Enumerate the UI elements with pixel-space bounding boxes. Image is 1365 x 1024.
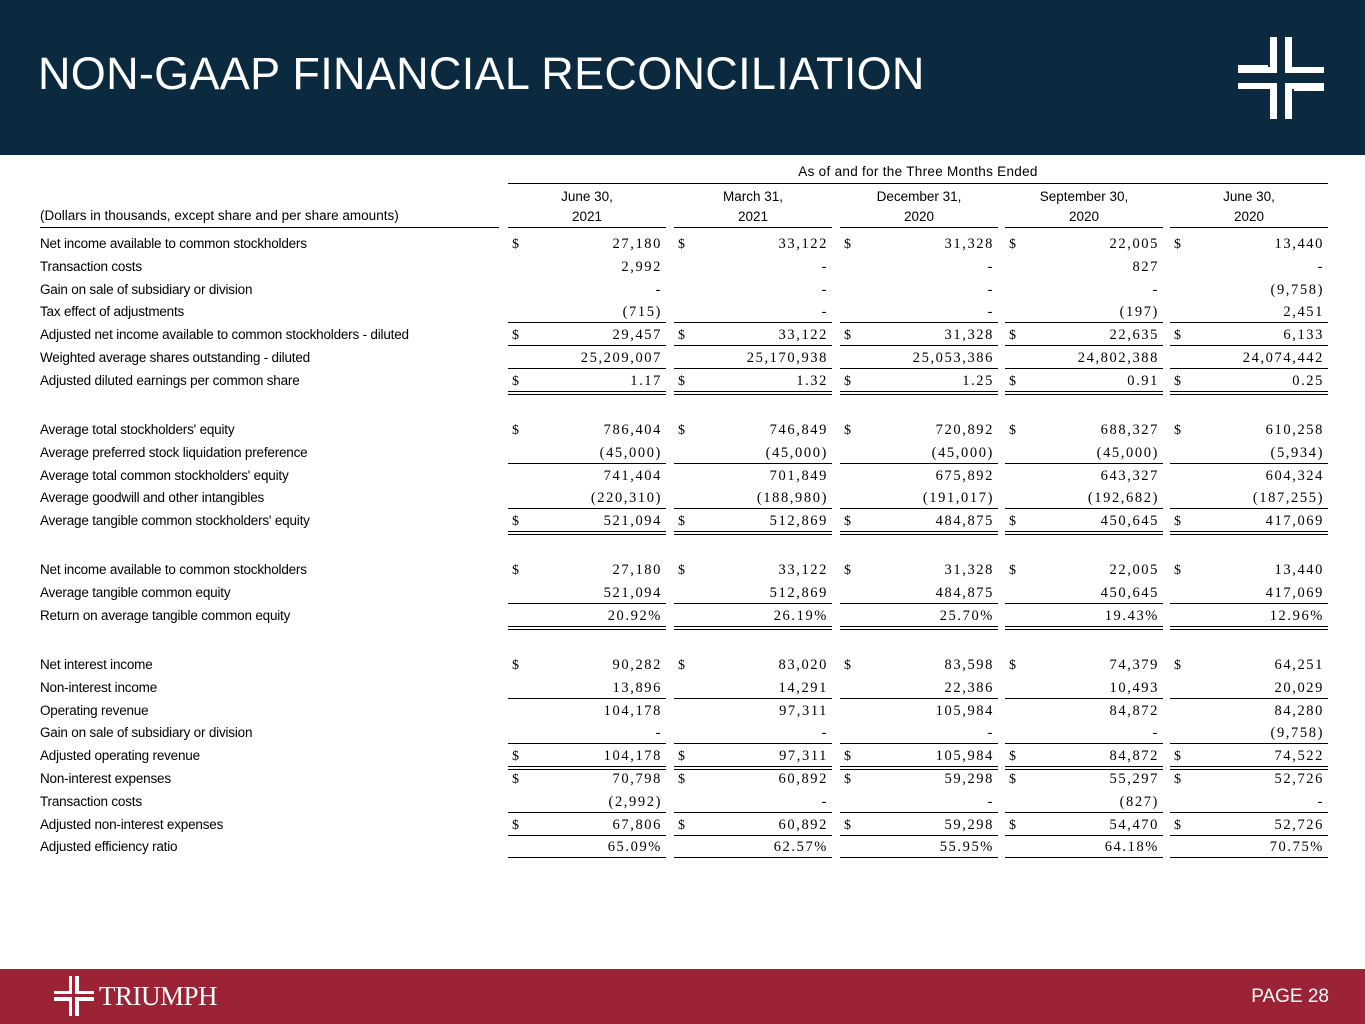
total-double-rule bbox=[840, 626, 998, 630]
dollar-sign: $ bbox=[844, 328, 851, 344]
cell-value: - bbox=[987, 793, 994, 810]
cell-value: 104,178 bbox=[603, 748, 662, 765]
subtotal-rule bbox=[1005, 857, 1163, 858]
table-row bbox=[0, 654, 1365, 677]
period-header-rule bbox=[508, 183, 1328, 184]
cell-value: 54,470 bbox=[1109, 816, 1159, 833]
column-header bbox=[1167, 187, 1331, 227]
column-header-rule bbox=[508, 227, 666, 228]
cell-value: 25,170,938 bbox=[746, 350, 828, 366]
dollar-sign: $ bbox=[678, 373, 685, 389]
table-row bbox=[0, 814, 1365, 837]
cell-value: 610,258 bbox=[1265, 422, 1324, 438]
table-row bbox=[0, 370, 1365, 393]
subtotal-rule bbox=[1170, 857, 1328, 858]
cell-value: 521,094 bbox=[603, 513, 662, 530]
cell-value: 0.25 bbox=[1292, 372, 1324, 389]
total-double-rule bbox=[508, 531, 666, 535]
cell-value: - bbox=[821, 725, 828, 742]
dollar-sign: $ bbox=[678, 749, 685, 765]
column-header-rule bbox=[674, 227, 832, 228]
cell-value: - bbox=[821, 281, 828, 298]
table-row bbox=[0, 768, 1365, 791]
row-label: Average total common stockholders' equity bbox=[40, 467, 289, 483]
cell-value: (9,758) bbox=[1270, 281, 1324, 298]
cell-value: 450,645 bbox=[1100, 584, 1159, 601]
table-row bbox=[0, 301, 1365, 324]
cell-value: 24,802,388 bbox=[1077, 350, 1159, 366]
dollar-sign: $ bbox=[512, 658, 519, 673]
cell-value: 2,451 bbox=[1283, 304, 1324, 321]
total-double-rule bbox=[1005, 391, 1163, 395]
dollar-sign: $ bbox=[1174, 373, 1181, 389]
cell-value: (2,992) bbox=[608, 793, 662, 810]
dollar-sign: $ bbox=[1009, 658, 1016, 673]
cell-value: 65.09% bbox=[607, 839, 662, 856]
cell-value: 1.25 bbox=[962, 372, 994, 389]
dollar-sign: $ bbox=[512, 563, 519, 578]
row-label: Transaction costs bbox=[40, 258, 142, 274]
cell-value: - bbox=[1317, 793, 1324, 810]
cell-value: 64.18% bbox=[1104, 839, 1159, 856]
cell-value: 74,379 bbox=[1109, 657, 1159, 673]
cell-value: 33,122 bbox=[778, 236, 828, 252]
table-row bbox=[0, 559, 1365, 582]
cell-value: 84,872 bbox=[1109, 748, 1159, 765]
cell-value: 741,404 bbox=[603, 467, 662, 484]
cell-value: (191,017) bbox=[922, 490, 994, 507]
dollar-sign: $ bbox=[512, 514, 519, 530]
row-label: Adjusted diluted earnings per common share bbox=[40, 372, 300, 388]
dollar-sign: $ bbox=[512, 817, 519, 833]
table-row bbox=[0, 510, 1365, 533]
dollar-sign: $ bbox=[1009, 817, 1016, 833]
cell-value: - bbox=[655, 281, 662, 298]
triumph-cross-logo-icon bbox=[1238, 37, 1324, 119]
cell-value: - bbox=[655, 725, 662, 742]
units-label: (Dollars in thousands, except share and per share amounts) bbox=[40, 208, 399, 223]
dollar-sign: $ bbox=[512, 328, 519, 344]
cell-value: 84,280 bbox=[1274, 702, 1324, 719]
cell-value: - bbox=[987, 725, 994, 742]
footer-brand: TRIUMPH bbox=[99, 981, 218, 1011]
table-row bbox=[0, 791, 1365, 814]
cell-value: 64,251 bbox=[1274, 657, 1324, 673]
cell-value: (5,934) bbox=[1270, 444, 1324, 461]
total-double-rule bbox=[674, 391, 832, 395]
table-row bbox=[0, 256, 1365, 279]
slide-footer bbox=[0, 969, 1365, 1024]
cell-value: 512,869 bbox=[769, 513, 828, 530]
row-label: Operating revenue bbox=[40, 702, 149, 718]
cell-value: 1.17 bbox=[630, 372, 662, 389]
row-label: Net income available to common stockholders bbox=[40, 562, 307, 577]
dollar-sign: $ bbox=[1009, 373, 1016, 389]
cell-value: 97,311 bbox=[779, 702, 828, 719]
cell-value: (187,255) bbox=[1252, 490, 1324, 507]
dollar-sign: $ bbox=[1009, 563, 1016, 578]
cell-value: (45,000) bbox=[765, 444, 828, 461]
row-label: Average tangible common stockholders' equity bbox=[40, 513, 310, 529]
cell-value: (220,310) bbox=[590, 490, 662, 507]
column-header-month: June 30, bbox=[561, 189, 613, 204]
column-header-year: 2021 bbox=[737, 209, 769, 224]
cell-value: 25,209,007 bbox=[580, 350, 662, 366]
table-row bbox=[0, 419, 1365, 442]
cell-value: 484,875 bbox=[935, 513, 994, 530]
column-header-year: 2020 bbox=[903, 209, 935, 224]
cell-value: 31,328 bbox=[944, 327, 994, 344]
dollar-sign: $ bbox=[844, 373, 851, 389]
cell-value: 52,726 bbox=[1274, 816, 1324, 833]
dollar-sign: $ bbox=[678, 514, 685, 530]
dollar-sign: $ bbox=[512, 749, 519, 765]
dollar-sign: $ bbox=[512, 373, 519, 389]
subtotal-rule bbox=[508, 857, 666, 858]
cell-value: 83,598 bbox=[944, 657, 994, 673]
cell-value: 746,849 bbox=[769, 422, 828, 438]
row-label: Average preferred stock liquidation preference bbox=[40, 444, 308, 460]
cell-value: 484,875 bbox=[935, 584, 994, 601]
dollar-sign: $ bbox=[1174, 658, 1181, 673]
column-header-month: June 30, bbox=[1223, 189, 1275, 204]
footer-logo bbox=[54, 976, 217, 1016]
cell-value: (45,000) bbox=[599, 444, 662, 461]
dollar-sign: $ bbox=[678, 563, 685, 578]
cell-value: 97,311 bbox=[779, 748, 828, 765]
dollar-sign: $ bbox=[844, 423, 851, 438]
page-number: PAGE 28 bbox=[1251, 986, 1329, 1007]
dollar-sign: $ bbox=[512, 237, 519, 252]
total-double-rule bbox=[508, 626, 666, 630]
cell-value: 55.95% bbox=[939, 839, 994, 856]
cell-value: 25.70% bbox=[939, 607, 994, 624]
table-row bbox=[0, 442, 1365, 465]
cell-value: (188,980) bbox=[756, 490, 828, 507]
column-header bbox=[837, 187, 1001, 227]
cell-value: (45,000) bbox=[931, 444, 994, 461]
table-row bbox=[0, 745, 1365, 768]
cell-value: 62.57% bbox=[773, 839, 828, 856]
column-header-rule bbox=[1005, 227, 1163, 228]
cell-value: 675,892 bbox=[935, 467, 994, 484]
dollar-sign: $ bbox=[844, 658, 851, 673]
column-header-rule bbox=[840, 227, 998, 228]
cell-value: - bbox=[987, 281, 994, 298]
table-row bbox=[0, 722, 1365, 745]
cell-value: 84,872 bbox=[1109, 702, 1159, 719]
dollar-sign: $ bbox=[844, 237, 851, 252]
dollar-sign: $ bbox=[678, 237, 685, 252]
dollar-sign: $ bbox=[512, 423, 519, 438]
cell-value: 22,386 bbox=[944, 679, 994, 696]
cell-value: - bbox=[1152, 725, 1159, 742]
cell-value: 60,892 bbox=[778, 771, 828, 787]
cell-value: 24,074,442 bbox=[1242, 350, 1324, 366]
dollar-sign: $ bbox=[1009, 772, 1016, 787]
total-double-rule bbox=[840, 531, 998, 535]
dollar-sign: $ bbox=[1174, 514, 1181, 530]
slide-header bbox=[0, 0, 1365, 155]
dollar-sign: $ bbox=[1174, 772, 1181, 787]
total-double-rule bbox=[508, 391, 666, 395]
total-double-rule bbox=[674, 531, 832, 535]
cell-value: 105,984 bbox=[935, 748, 994, 765]
dollar-sign: $ bbox=[844, 749, 851, 765]
table-row bbox=[0, 700, 1365, 723]
cell-value: 12.96% bbox=[1269, 607, 1324, 624]
dollar-sign: $ bbox=[1174, 749, 1181, 765]
cell-value: (715) bbox=[622, 304, 662, 321]
dollar-sign: $ bbox=[844, 772, 851, 787]
cell-value: 20,029 bbox=[1274, 679, 1324, 696]
cell-value: 31,328 bbox=[944, 562, 994, 578]
cell-value: 417,069 bbox=[1265, 513, 1324, 530]
cell-value: - bbox=[987, 304, 994, 321]
cell-value: 19.43% bbox=[1104, 607, 1159, 624]
cell-value: 1.32 bbox=[796, 372, 828, 389]
dollar-sign: $ bbox=[678, 772, 685, 787]
subtotal-rule bbox=[840, 857, 998, 858]
dollar-sign: $ bbox=[678, 658, 685, 673]
column-header bbox=[1002, 187, 1166, 227]
cell-value: 450,645 bbox=[1100, 513, 1159, 530]
cell-value: 70.75% bbox=[1269, 839, 1324, 856]
cell-value: 33,122 bbox=[778, 327, 828, 344]
dollar-sign: $ bbox=[1009, 749, 1016, 765]
row-label: Net interest income bbox=[40, 657, 153, 672]
cell-value: 55,297 bbox=[1109, 771, 1159, 787]
cell-value: 67,806 bbox=[612, 816, 662, 833]
cell-value: 22,635 bbox=[1109, 327, 1159, 344]
dollar-sign: $ bbox=[1009, 423, 1016, 438]
cell-value: - bbox=[821, 258, 828, 275]
table-row bbox=[0, 677, 1365, 700]
column-header-year: 2020 bbox=[1233, 209, 1265, 224]
table-row bbox=[0, 465, 1365, 488]
table-row bbox=[0, 605, 1365, 628]
column-header-year: 2021 bbox=[571, 209, 603, 224]
dollar-sign: $ bbox=[844, 817, 851, 833]
cell-value: 6,133 bbox=[1283, 327, 1324, 344]
cell-value: 59,298 bbox=[944, 771, 994, 787]
cell-value: 521,094 bbox=[603, 584, 662, 601]
total-double-rule bbox=[1170, 531, 1328, 535]
row-label: Tax effect of adjustments bbox=[40, 304, 185, 320]
column-header bbox=[505, 187, 669, 227]
total-double-rule bbox=[674, 626, 832, 630]
row-label: Adjusted non-interest expenses bbox=[40, 816, 224, 832]
cell-value: 29,457 bbox=[612, 327, 662, 344]
dollar-sign: $ bbox=[1174, 817, 1181, 833]
cell-value: 26.19% bbox=[773, 607, 828, 624]
row-label: Average goodwill and other intangibles bbox=[40, 490, 265, 506]
table-row bbox=[0, 487, 1365, 510]
cell-value: 2,992 bbox=[621, 258, 662, 275]
row-label: Transaction costs bbox=[40, 793, 142, 809]
dollar-sign: $ bbox=[844, 514, 851, 530]
cell-value: 74,522 bbox=[1274, 748, 1324, 765]
cell-value: 22,005 bbox=[1109, 562, 1159, 578]
dollar-sign: $ bbox=[1009, 328, 1016, 344]
cell-value: 688,327 bbox=[1100, 422, 1159, 438]
dollar-sign: $ bbox=[844, 563, 851, 578]
total-double-rule bbox=[1005, 626, 1163, 630]
column-header-month: March 31, bbox=[722, 189, 784, 204]
cell-value: (192,682) bbox=[1087, 490, 1159, 507]
table-row bbox=[0, 582, 1365, 605]
table-row bbox=[0, 279, 1365, 302]
cell-value: - bbox=[987, 258, 994, 275]
period-header: As of and for the Three Months Ended bbox=[798, 164, 1038, 179]
column-header-month: September 30, bbox=[1039, 189, 1129, 204]
cell-value: 27,180 bbox=[612, 236, 662, 252]
cell-value: 13,896 bbox=[612, 679, 662, 696]
row-label: Non-interest income bbox=[40, 679, 158, 695]
cell-value: 10,493 bbox=[1109, 679, 1159, 696]
subtotal-rule bbox=[674, 857, 832, 858]
cell-value: 105,984 bbox=[935, 702, 994, 719]
page-title: NON-GAAP FINANCIAL RECONCILIATION bbox=[38, 48, 925, 99]
cell-value: 0.91 bbox=[1127, 372, 1159, 389]
row-label: Return on average tangible common equity bbox=[40, 607, 291, 623]
row-label: Net income available to common stockholders bbox=[40, 236, 307, 251]
dollar-sign: $ bbox=[1174, 237, 1181, 252]
cell-value: 90,282 bbox=[612, 657, 662, 673]
cell-value: 786,404 bbox=[603, 422, 662, 438]
cell-value: 70,798 bbox=[612, 771, 662, 787]
cell-value: 604,324 bbox=[1265, 467, 1324, 484]
column-header-year: 2020 bbox=[1068, 209, 1100, 224]
cell-value: 59,298 bbox=[944, 816, 994, 833]
cell-value: 643,327 bbox=[1100, 467, 1159, 484]
column-header-rule bbox=[40, 227, 499, 228]
cell-value: 104,178 bbox=[603, 702, 662, 719]
cell-value: 701,849 bbox=[769, 467, 828, 484]
dollar-sign: $ bbox=[1009, 237, 1016, 252]
cell-value: 13,440 bbox=[1274, 562, 1324, 578]
cell-value: - bbox=[821, 793, 828, 810]
column-header-rule bbox=[1170, 227, 1328, 228]
row-label: Average tangible common equity bbox=[40, 584, 231, 600]
cell-value: 827 bbox=[1132, 258, 1159, 275]
table-row bbox=[0, 836, 1365, 859]
row-label: Adjusted net income available to common stockholders - diluted bbox=[40, 327, 409, 343]
row-label: Adjusted efficiency ratio bbox=[40, 839, 178, 855]
cell-value: (197) bbox=[1119, 304, 1159, 321]
table-row bbox=[0, 347, 1365, 370]
row-label: Average total stockholders' equity bbox=[40, 422, 235, 437]
dollar-sign: $ bbox=[678, 423, 685, 438]
column-header bbox=[671, 187, 835, 227]
cell-value: (45,000) bbox=[1096, 444, 1159, 461]
cell-value: - bbox=[1317, 258, 1324, 275]
column-header-month: December 31, bbox=[876, 189, 962, 204]
dollar-sign: $ bbox=[1174, 423, 1181, 438]
cell-value: 31,328 bbox=[944, 236, 994, 252]
cell-value: 720,892 bbox=[935, 422, 994, 438]
cell-value: 417,069 bbox=[1265, 584, 1324, 601]
cell-value: 512,869 bbox=[769, 584, 828, 601]
cell-value: 52,726 bbox=[1274, 771, 1324, 787]
triumph-cross-small-icon bbox=[54, 976, 94, 1016]
total-double-rule bbox=[840, 391, 998, 395]
dollar-sign: $ bbox=[512, 772, 519, 787]
cell-value: - bbox=[1152, 281, 1159, 298]
table-row bbox=[0, 233, 1365, 256]
total-double-rule bbox=[1005, 531, 1163, 535]
cell-value: (9,758) bbox=[1270, 725, 1324, 742]
cell-value: 33,122 bbox=[778, 562, 828, 578]
dollar-sign: $ bbox=[1009, 514, 1016, 530]
row-label: Gain on sale of subsidiary or division bbox=[40, 725, 253, 741]
cell-value: 22,005 bbox=[1109, 236, 1159, 252]
dollar-sign: $ bbox=[1174, 328, 1181, 344]
row-label: Adjusted operating revenue bbox=[40, 748, 200, 764]
dollar-sign: $ bbox=[678, 328, 685, 344]
table-row bbox=[0, 324, 1365, 347]
row-label: Gain on sale of subsidiary or division bbox=[40, 281, 253, 297]
cell-value: 14,291 bbox=[778, 679, 828, 696]
total-double-rule bbox=[1170, 626, 1328, 630]
cell-value: (827) bbox=[1119, 793, 1159, 810]
cell-value: 27,180 bbox=[612, 562, 662, 578]
cell-value: 20.92% bbox=[607, 607, 662, 624]
cell-value: 25,053,386 bbox=[912, 350, 994, 366]
row-label: Non-interest expenses bbox=[40, 771, 171, 786]
row-label: Weighted average shares outstanding - diluted bbox=[40, 350, 310, 365]
dollar-sign: $ bbox=[678, 817, 685, 833]
cell-value: - bbox=[821, 304, 828, 321]
cell-value: 60,892 bbox=[778, 816, 828, 833]
cell-value: 13,440 bbox=[1274, 236, 1324, 252]
dollar-sign: $ bbox=[1174, 563, 1181, 578]
total-double-rule bbox=[1170, 391, 1328, 395]
cell-value: 83,020 bbox=[778, 657, 828, 673]
